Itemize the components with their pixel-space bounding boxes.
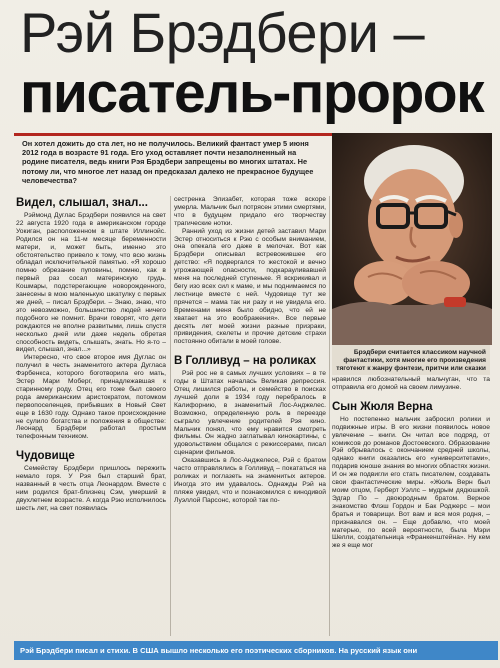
article-paragraph: Оказавшись в Лос-Анджелесе, Рэй с братом часто отправлялись в Голливуд – покататься на роликах и поглазеть на знаменитых актеров. Иногда это им удавалось. Однажды Рэй на пляже увидел, что и познакомился с кинодивой Луэллой Парсонс, которой так по- <box>174 457 326 504</box>
section-heading: Сын Жюля Верна <box>332 400 433 413</box>
column-divider <box>170 196 171 636</box>
section-heading: Чудовище <box>16 450 75 463</box>
article-paragraph: сестренка Элизабет, которая тоже вскоре умерла. Мальчик был потрясен этими смертями, что в будущем придало его творчеству трагические нотки. <box>174 196 326 227</box>
article-paragraph: Рэй рос не в самых лучших условиях – в те годы в Штатах началась Великая депрессия. Отец лишился работы, и семейство в поисках лучшей доли в 1934 году перебралось в Калифорнию, в знаменитый Лос-Анджелес. Возможно, определенную роль в переезде сыграло увлечение родителей Рэя кино. Мальчик понял, что ему нравится смотреть фильмы. Он жадно заглатывал кинокартины, с удовольствием общался с режиссерами, писал сценарии фильмов. <box>174 370 326 457</box>
photo-caption: Брэдбери считается классиком научной фантастики, хотя многие его произведения тяготеют к жанру фэнтези, притчи или сказки <box>332 345 490 375</box>
red-rule <box>14 133 334 136</box>
headline-line-1: Рэй Брэдбери – <box>20 1 425 64</box>
column-divider <box>329 196 330 636</box>
article-paragraph: Интересно, что свое второе имя Дуглас он получил в честь знаменитого актера Дугласа Фэрбенкса, которого боготворила его мать, Эстер Мари Моберг, принадлежавшая к старинному роду. Отец его тоже был своего рода американским аристократом, потомком первопоселенцев, прибывших в Новый Свет еще в 1630 году. Однако такое происхождение не сулило богатства и положения в обществе: Леонард Брэдбери работал простым телефонным техником. <box>16 354 166 441</box>
headline-line-2: писатель-пророк <box>20 61 484 125</box>
article-column-1 <box>16 196 166 513</box>
portrait-illustration <box>332 133 492 345</box>
article-paragraph: Ранний уход из жизни детей заставил Мари Эстер относиться к Рэю с особым вниманием, она опекала его даже в мелочах. Вот как Брэдбери описывал встревожившее его детство: «Я подвергался то жестокой и вечно угрожающей опасности, подкарауливавшей меня на последней ступеньке. Я вскрикивал и бегу изо всех сил к маме, и мы поднимаемся по лестнице вместе с ней. Чудовище тут же прячется – мама так ни разу и не увидела его. Временами меня было обидно, что ей не хватает на это воображения». Все первые десять лет моей жизни разные призраки, привидения, скелеты и прочие детские страхи постоянно обитали в моей голове. <box>174 227 326 346</box>
section-heading: Видел, слышал, знал... <box>16 197 148 209</box>
author-photo <box>332 133 492 345</box>
footer-banner: Рэй Брэдбери писал и стихи. В США вышло несколько его поэтических сборников. На русский язык они <box>14 641 498 660</box>
section-heading: В Голливуд – на роликах <box>174 355 317 368</box>
article-paragraph: Рэймонд Дуглас Брэдбери появился на свет 22 августа 1920 года в американском городе Уокиган, расположенном в штате Иллинойс. Родился он на 11-м месяце беременности матери, и, может быть, именно это обстоятельство привело к тому, что всю жизнь обладал исключительной памятью. «Я хорошо помню обрезание пуповины, помню, как в первый раз сосал материнскую грудь. Кошмары, подстерегающие новорожденного, занесены в мою маленькую шкатулку с первых же дней, – писал Брэдбери. – Знаю, знаю, что это невозможно, большинство людей ничего подобного не помнит. Врачи говорят, что дети рождаются не вполне развитыми, лишь спустя несколько дней или даже недель обретая способность видеть, слышать, знать. Но я-то – видел, слышал, знал...» <box>16 212 166 354</box>
article-paragraph: Но постепенно мальчик забросил ролики и подвижные игры. В его жизни появилось новое увлечение – книги. Он читал все подряд, от комиксов до романов Достоевского. Образование Рэй обрывалось с окончанием средней школы, однако книги оказались его «университетами», подарив юноше знания во многих областях жизни. И он же подвигли его стать писателем, создавать свои фантастические миры. «Жюль Верн был моим отцом, Герберт Уэллс – мудрым дядюшкой. Эдгар По – двоюродным братом. Верное знакомство Флэш Гордон и Бак Роджерс – мои братья и товарищи. Вот вам и вся моя родня, – признавался он. – Еще добавлю, что моей матерью, по всей вероятности, была Мэри Шелли, создательница «Франкенштейна». Ну кем же я еще мог <box>332 415 490 550</box>
article-column-2 <box>174 196 326 505</box>
article-paragraph: нравился любознательный мальчуган, что та отправила его домой на своем лимузине. <box>332 376 490 391</box>
article-paragraph: Семейству Брэдбери пришлось пережить немало горя. У Рэя был старший брат, названный в честь отца Леонардом. Вместе с ним родился брат-близнец Сэм, умерший в двухлетнем возрасте. А когда Рэю исполнилось шесть лет, на свет появилась <box>16 465 166 512</box>
lead-paragraph: Он хотел дожить до ста лет, но не получилось. Великий фантаст умер 5 июня 2012 года в возрасте 91 года. Его уход оставляет почти незаполненный на родине писателя, ведь книги Рэя Брэдбери запрещены во многих штатах. Не потому ли, что многое лет назад он предсказал далеко не прекрасное будущее человечества? <box>22 139 314 185</box>
article-column-3 <box>332 376 490 550</box>
